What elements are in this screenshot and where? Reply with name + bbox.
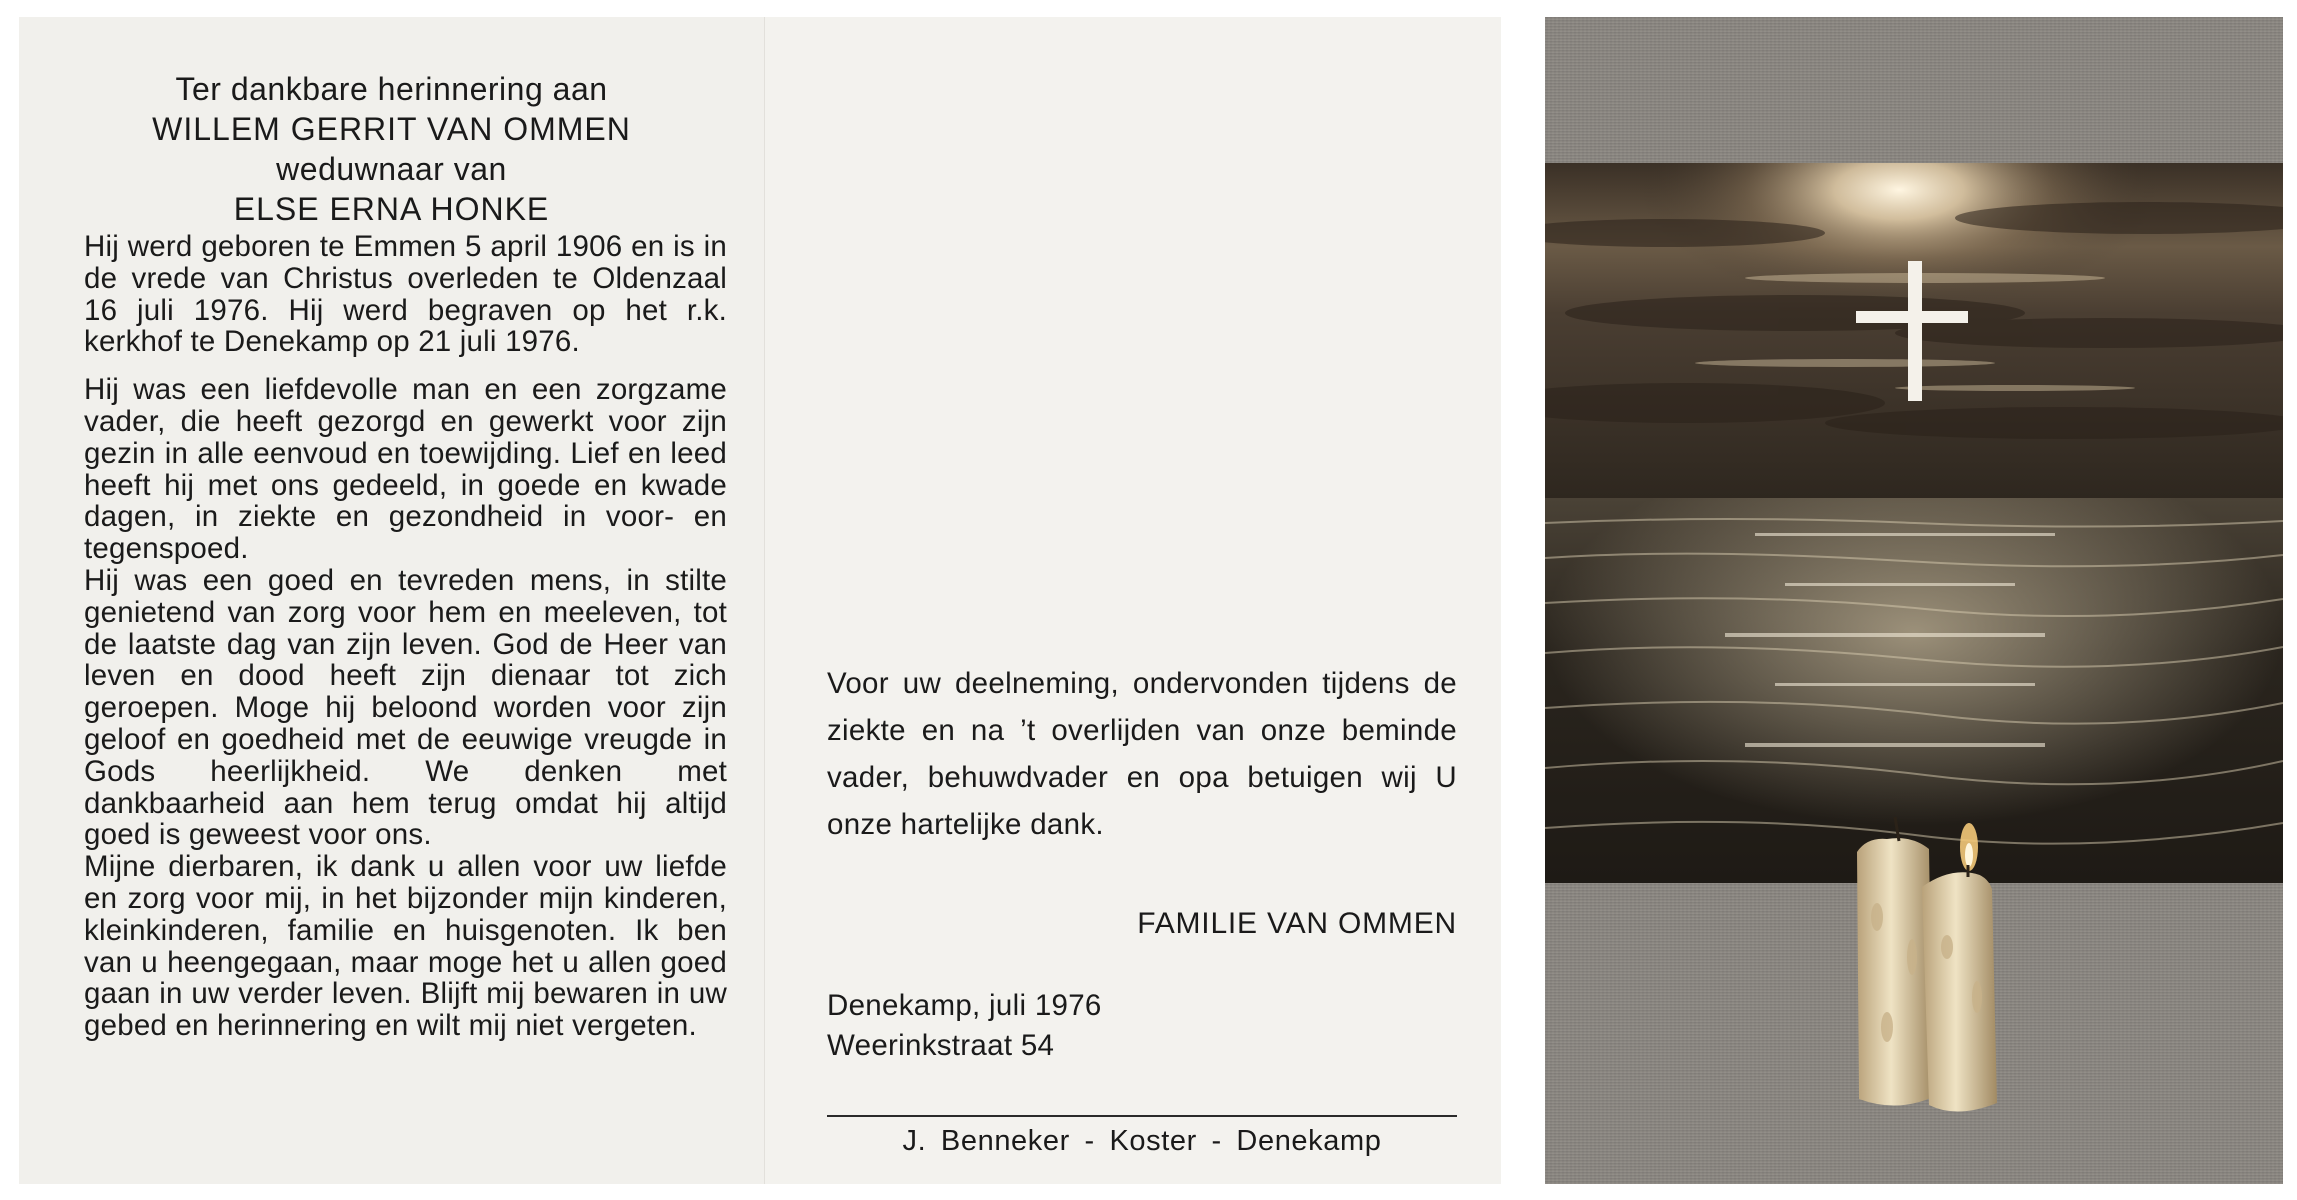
candles-icon <box>1837 797 2037 1117</box>
paragraph-farewell: Mijne dierbaren, ik dank u allen voor uw liefde en zorg voor mij, in het bijzonder mijn kinderen, kleinkinderen, familie en huisgenoten. Ik ben van u heengegaan, maar moge het u allen goed gaan in uw verder leven. Blijft mij bewaren in uw gebed en herinnering en wilt mij niet vergeten. <box>84 850 727 1043</box>
spouse-name: ELSE ERNA HONKE <box>233 191 550 227</box>
cover-page <box>1545 17 2283 1184</box>
left-page <box>19 17 765 1184</box>
family-signature: FAMILIE VAN OMMEN <box>1137 907 1457 940</box>
sunset-sea-photo <box>1545 163 2283 883</box>
place-date: Denekamp, juli 1976 <box>827 989 1102 1022</box>
paragraph-faith: Hij was een goed en tevreden mens, in stilte genietend van zorg voor hem en meeleven, tot de laatste dag van zijn leven. God de Heer van leven en dood heeft zijn dienaar tot zich geroepen. Moge hij beloond worden voor zijn geloof en goedheid met de eeuwige vreugde in Gods heerlijkheid. We denken met dankbaarheid aan hem terug omdat hij altijd goed is geweest voor ons. <box>84 563 727 852</box>
intro-line: Ter dankbare herinnering aan <box>175 71 608 107</box>
relation-line: weduwnaar van <box>276 151 507 187</box>
printer-credit: J. Benneker - Koster - Denekamp <box>902 1125 1382 1157</box>
thanks-text: Voor uw deelneming, ondervonden tijdens de ziekte en na ’t overlijden van onze beminde vader, behuwdvader en opa betuigen wij U onze hartelijke dank. <box>827 667 1457 841</box>
paragraph-character: Hij was een liefdevolle man en een zorgzame vader, die heeft gezorgd en gewerkt voor zijn gezin in alle eenvoud en toewijding. Lief en leed heeft hij met ons gedeeld, in goede en kwade dagen, in ziekte en gezondheid in voor- en tegenspoed. <box>84 373 727 566</box>
printer-rule <box>827 1115 1457 1117</box>
address: Weerinkstraat 54 <box>827 1029 1055 1062</box>
deceased-name: WILLEM GERRIT VAN OMMEN <box>152 111 631 147</box>
paragraph-birth-death: Hij werd geboren te Emmen 5 april 1906 en is in de vrede van Christus overleden te Oldenzaal 16 juli 1976. Hij werd begraven op het r.k. kerkhof te Denekamp op 21 juli 1976. <box>84 230 727 359</box>
middle-page <box>765 17 1501 1184</box>
biography-text <box>84 231 727 1042</box>
